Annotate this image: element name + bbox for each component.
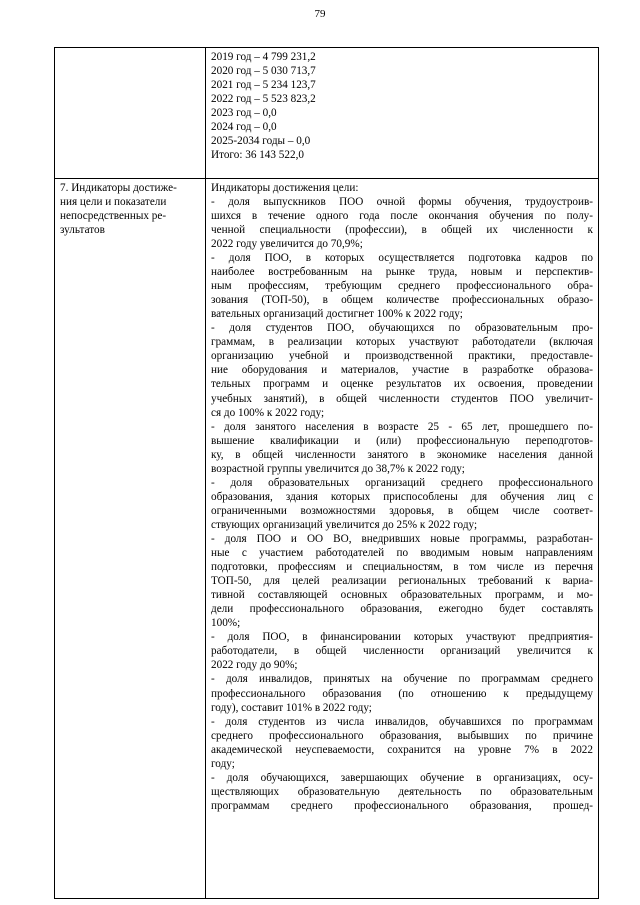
indicator-line: образования, здания которых приспособлены для обучения лиц с bbox=[211, 490, 593, 503]
page-number: 79 bbox=[314, 8, 326, 20]
indicator-line: ся до 100% к 2022 году; bbox=[211, 406, 325, 419]
funding-line: 2023 год – 0,0 bbox=[211, 107, 277, 120]
indicator-line: шихся в течение одного года после окончания обучения по полу- bbox=[211, 209, 593, 222]
indicator-line: году; bbox=[211, 757, 235, 770]
indicator-line: учебных занятий), в общей численности студентов ПОО увеличит- bbox=[211, 392, 593, 405]
indicator-line: 100%; bbox=[211, 617, 241, 630]
indicator-line: ченной специальности (профессии), в общей их численности к bbox=[211, 223, 593, 236]
section-label-line: 7. Индикаторы достиже- bbox=[60, 181, 177, 194]
funding-row bbox=[55, 48, 599, 179]
indicator-line: ТОП-50, для целей реализации региональных требований к вариа- bbox=[211, 575, 593, 588]
funding-line: 2024 год – 0,0 bbox=[211, 121, 277, 134]
indicator-line: ществляющих образовательную деятельность по образовательным bbox=[211, 785, 593, 798]
section-label-line: ния цели и показатели bbox=[60, 195, 167, 208]
indicators-text bbox=[211, 195, 593, 813]
indicator-line: - доля занятого населения в возрасте 25 - 65 лет, прошедшего по- bbox=[211, 420, 593, 433]
document-table bbox=[54, 47, 599, 899]
indicator-line: зования (ТОП-50), в общем количестве профессиональных образо- bbox=[211, 294, 593, 307]
indicator-line: - доля образовательных организаций среднего профессионального bbox=[211, 476, 593, 489]
indicator-line: году), составит 101% в 2022 году; bbox=[211, 701, 372, 714]
funding-list bbox=[211, 50, 593, 162]
indicators-heading: Индикаторы достижения цели: bbox=[211, 181, 359, 194]
funding-line: Итого: 36 143 522,0 bbox=[211, 149, 304, 162]
indicator-line: тельных программ и оценке результатов их освоения, проведении bbox=[211, 378, 593, 391]
indicators-row bbox=[55, 178, 599, 898]
indicator-line: 2022 году до 90%; bbox=[211, 659, 298, 672]
indicator-line: 2022 году увеличится до 70,9%; bbox=[211, 238, 363, 250]
indicator-line: возрастной группы увеличится до 38,7% к 2022 году; bbox=[211, 462, 465, 475]
indicator-line: - доля выпускников ПОО очной формы обучения, трудоустроив- bbox=[211, 195, 593, 208]
funding-line: 2019 год – 4 799 231,2 bbox=[211, 51, 316, 63]
indicator-line: ные с участием работодателей по вводимым новым направлениям bbox=[211, 547, 593, 560]
indicator-line: - доля обучающихся, завершающих обучение в организациях, осу- bbox=[211, 771, 593, 784]
indicator-line: академической неуспеваемости, сохранится на уровне 7% в 2022 bbox=[211, 743, 593, 756]
funding-line: 2020 год – 5 030 713,7 bbox=[211, 65, 316, 78]
section-label bbox=[60, 181, 200, 237]
indicator-line: программам среднего профессионального образования, прошед- bbox=[211, 799, 593, 812]
funding-line: 2022 год – 5 523 823,2 bbox=[211, 93, 316, 106]
indicator-line: работодатели, в общей численности организаций увеличится к bbox=[211, 645, 593, 658]
indicator-line: наиболее востребованным на рынке труда, новым и перспектив- bbox=[211, 266, 593, 279]
indicator-line: вышение квалификации и (или) профессиональную переподготов- bbox=[211, 434, 593, 447]
indicator-line: - доля инвалидов, принятых на обучение по программам среднего bbox=[211, 673, 593, 686]
indicator-line: - доля ПОО, в финансировании которых участвуют предприятия- bbox=[211, 631, 593, 644]
indicator-line: тивной составляющей основных образовательных программ, и мо- bbox=[211, 589, 593, 602]
indicator-line: дели профессионального образования, ежегодно будет составлять bbox=[211, 603, 593, 616]
indicator-line: ние оборудования и материалов, участие в разработке образова- bbox=[211, 364, 593, 377]
indicator-line: ным профессиям, требующим среднего профессионального обра- bbox=[211, 280, 593, 293]
funding-line: 2025-2034 годы – 0,0 bbox=[211, 135, 311, 148]
indicators-cell bbox=[206, 178, 599, 898]
section-label-cell bbox=[55, 178, 206, 898]
funding-line: 2021 год – 5 234 123,7 bbox=[211, 79, 316, 92]
indicator-line: - доля студентов ПОО, обучающихся по образовательным про- bbox=[211, 322, 593, 335]
section-label-line: зультатов bbox=[60, 223, 105, 236]
indicator-line: - доля ПОО, в которых осуществляется подготовка кадров по bbox=[211, 252, 593, 265]
funding-cell bbox=[206, 48, 599, 179]
indicator-line: профессионального образования (по отношению к предыдущему bbox=[211, 687, 593, 700]
indicator-line: ствующих организаций увеличится до 25% к 2022 году; bbox=[211, 518, 478, 531]
indicator-line: организацию учебной и производственной практики, предоставле- bbox=[211, 350, 593, 363]
indicator-line: - доля ПОО и ОО ВО, внедривших новые программы, разработан- bbox=[211, 532, 593, 545]
indicator-line: - доля студентов из числа инвалидов, обучавшихся по программам bbox=[211, 715, 593, 728]
indicator-line: среднего профессионального образования, выбывших по причине bbox=[211, 729, 593, 742]
indicator-line: ограниченными возможностями здоровья, в общем числе соответ- bbox=[211, 504, 593, 517]
indicator-line: подготовки, профессиям и специальностям, в том числе из перечня bbox=[211, 561, 593, 574]
section-label-line: непосредственных ре- bbox=[60, 209, 167, 222]
funding-label-cell bbox=[55, 48, 206, 179]
indicator-line: ку, в общей численности занятого в экономике населения данной bbox=[211, 448, 593, 461]
indicator-line: вательных организаций достигнет 100% к 2022 году; bbox=[211, 308, 463, 321]
indicator-line: граммам, в реализации которых участвуют работодатели (включая bbox=[211, 336, 593, 349]
